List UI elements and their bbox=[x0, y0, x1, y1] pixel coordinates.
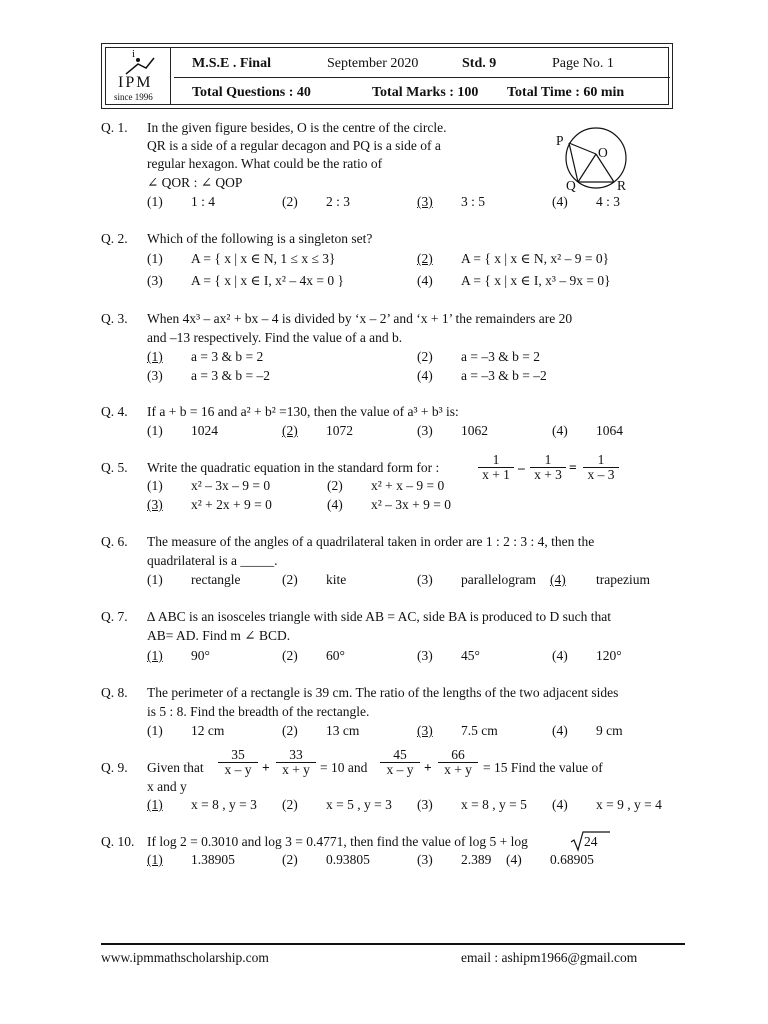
option-text: A = { x | x ∈ N, 1 ≤ x ≤ 3} bbox=[191, 251, 336, 266]
option-number: (3) bbox=[417, 572, 433, 587]
page-number: Page No. 1 bbox=[552, 56, 614, 71]
logo-figure-icon bbox=[122, 54, 156, 76]
total-questions: Total Questions : 40 bbox=[192, 85, 311, 100]
option-number: (3) bbox=[417, 648, 433, 663]
option-number: (4) bbox=[417, 273, 433, 288]
option-number: (4) bbox=[417, 368, 433, 383]
question-text: and –13 respectively. Find the value of a and b. bbox=[147, 330, 403, 345]
question-text: If log 2 = 0.3010 and log 3 = 0.4771, then find the value of log 5 + log bbox=[147, 834, 528, 849]
option-number: (1) bbox=[147, 194, 163, 209]
numerator: 1 bbox=[530, 453, 566, 468]
question-text: ∠ QOR : ∠ QOP bbox=[147, 175, 243, 190]
option-text: 3 : 5 bbox=[461, 194, 486, 209]
option-text: 1024 bbox=[191, 423, 218, 438]
option-text: 1064 bbox=[596, 423, 623, 438]
option-text: 60° bbox=[326, 648, 345, 663]
footer-email-link[interactable]: email : ashipm1966@gmail.com bbox=[461, 950, 638, 965]
option-text: 1072 bbox=[326, 423, 353, 438]
numerator: 66 bbox=[438, 748, 478, 763]
operator: + bbox=[424, 760, 432, 775]
operator: = bbox=[569, 460, 577, 475]
option-number-marked: (2) bbox=[417, 251, 433, 266]
option-text: x = 9 , y = 4 bbox=[596, 797, 662, 812]
option-text: x² – 3x – 9 = 0 bbox=[191, 478, 271, 493]
option-text: x = 8 , y = 3 bbox=[191, 797, 257, 812]
option-number: (1) bbox=[147, 423, 163, 438]
option-number-marked: (2) bbox=[282, 423, 298, 438]
question-number: Q. 7. bbox=[101, 609, 128, 624]
question-number: Q. 3. bbox=[101, 311, 128, 326]
total-time: Total Time : 60 min bbox=[507, 85, 625, 100]
denominator: x + y bbox=[282, 762, 310, 777]
exam-title: M.S.E . Final bbox=[192, 56, 271, 71]
logo-mark: i bbox=[132, 48, 136, 60]
header-inner-border bbox=[105, 47, 669, 105]
option-number: (2) bbox=[282, 852, 298, 867]
option-number: (1) bbox=[147, 251, 163, 266]
figure-label-r: R bbox=[617, 178, 627, 193]
denominator: x – y bbox=[224, 762, 252, 777]
option-text: 0.68905 bbox=[550, 852, 594, 867]
option-number: (4) bbox=[327, 497, 343, 512]
question-text: In the given figure besides, O is the centre of the circle. bbox=[147, 120, 447, 135]
option-text: 12 cm bbox=[191, 723, 225, 738]
footer-rule bbox=[101, 943, 685, 945]
question-text: Which of the following is a singleton set? bbox=[147, 231, 373, 246]
question-number: Q. 1. bbox=[101, 120, 128, 135]
fraction bbox=[530, 453, 566, 482]
numerator: 33 bbox=[276, 748, 316, 763]
option-number: (4) bbox=[552, 648, 568, 663]
option-text: x² – 3x + 9 = 0 bbox=[371, 497, 452, 512]
numerator: 35 bbox=[218, 748, 258, 763]
radicand: 24 bbox=[584, 834, 598, 849]
option-text: 90° bbox=[191, 648, 210, 663]
option-text: rectangle bbox=[191, 572, 241, 587]
fraction bbox=[438, 748, 478, 777]
figure-label-o: O bbox=[598, 145, 608, 160]
option-number: (4) bbox=[552, 797, 568, 812]
option-number: (3) bbox=[147, 273, 163, 288]
question-text: Write the quadratic equation in the standard form for : bbox=[147, 460, 440, 475]
option-text: A = { x | x ∈ N, x² – 9 = 0} bbox=[461, 251, 610, 266]
question-text: regular hexagon. What could be the ratio of bbox=[147, 156, 383, 171]
fraction bbox=[276, 748, 316, 777]
question-number: Q. 4. bbox=[101, 404, 128, 419]
option-number-marked: (1) bbox=[147, 797, 163, 812]
question-number: Q. 8. bbox=[101, 685, 128, 700]
option-text: 9 cm bbox=[596, 723, 623, 738]
question-text: x and y bbox=[147, 779, 187, 794]
footer-website-link[interactable]: www.ipmmathscholarship.com bbox=[101, 950, 269, 965]
option-number: (1) bbox=[147, 572, 163, 587]
option-number: (3) bbox=[147, 368, 163, 383]
question-number: Q. 6. bbox=[101, 534, 128, 549]
question-text: QR is a side of a regular decagon and PQ is a side of a bbox=[147, 138, 441, 153]
option-text: 45° bbox=[461, 648, 480, 663]
option-text: 13 cm bbox=[326, 723, 360, 738]
header-divider-vertical bbox=[170, 48, 171, 104]
logo-since: since 1996 bbox=[114, 92, 153, 102]
question-text: The perimeter of a rectangle is 39 cm. The ratio of the lengths of the two adjacent sides bbox=[147, 685, 619, 700]
option-text: 0.93805 bbox=[326, 852, 370, 867]
option-text: 2 : 3 bbox=[326, 194, 351, 209]
logo-text: IPM bbox=[118, 74, 153, 91]
option-text: 4 : 3 bbox=[596, 194, 621, 209]
option-text: 7.5 cm bbox=[461, 723, 498, 738]
exam-date: September 2020 bbox=[327, 56, 419, 71]
option-text: 1062 bbox=[461, 423, 488, 438]
question-number: Q. 2. bbox=[101, 231, 128, 246]
option-number: (2) bbox=[282, 648, 298, 663]
option-number: (2) bbox=[417, 349, 433, 364]
question-text: Given that bbox=[147, 760, 204, 775]
header-box bbox=[101, 43, 673, 109]
option-number: (2) bbox=[282, 194, 298, 209]
option-text: x = 5 , y = 3 bbox=[326, 797, 392, 812]
denominator: x – 3 bbox=[587, 467, 615, 482]
option-text: kite bbox=[326, 572, 347, 587]
option-number: (4) bbox=[552, 423, 568, 438]
question-number: Q. 10. bbox=[101, 834, 135, 849]
fraction bbox=[583, 453, 619, 482]
option-text: 1 : 4 bbox=[191, 194, 216, 209]
fraction bbox=[380, 748, 420, 777]
equation-text: = 10 and bbox=[320, 760, 368, 775]
question-text: If a + b = 16 and a² + b² =130, then the value of a³ + b³ is: bbox=[147, 404, 459, 419]
numerator: 1 bbox=[478, 453, 514, 468]
option-text: a = –3 & b = 2 bbox=[461, 349, 540, 364]
option-number-marked: (1) bbox=[147, 648, 163, 663]
option-text: a = –3 & b = –2 bbox=[461, 368, 547, 383]
question-text: AB= AD. Find m ∠ BCD. bbox=[147, 628, 291, 643]
exam-std: Std. 9 bbox=[462, 56, 497, 71]
option-number: (3) bbox=[417, 423, 433, 438]
option-text: x = 8 , y = 5 bbox=[461, 797, 527, 812]
question-text: ∆ ABC is an isosceles triangle with side AB = AC, side BA is produced to D such that bbox=[147, 609, 611, 624]
total-marks: Total Marks : 100 bbox=[372, 85, 479, 100]
option-number: (4) bbox=[552, 194, 568, 209]
fraction bbox=[478, 453, 514, 482]
question-number: Q. 9. bbox=[101, 760, 128, 775]
option-text: A = { x | x ∈ I, x³ – 9x = 0} bbox=[461, 273, 611, 288]
option-number-marked: (3) bbox=[417, 723, 433, 738]
option-number-marked: (3) bbox=[147, 497, 163, 512]
option-number: (2) bbox=[282, 572, 298, 587]
option-text: x² + 2x + 9 = 0 bbox=[191, 497, 272, 512]
option-text: parallelogram bbox=[461, 572, 536, 587]
numerator: 1 bbox=[583, 453, 619, 468]
denominator: x – y bbox=[386, 762, 414, 777]
option-number: (1) bbox=[147, 723, 163, 738]
option-number: (2) bbox=[282, 797, 298, 812]
option-number: (3) bbox=[417, 852, 433, 867]
option-number-marked: (1) bbox=[147, 852, 163, 867]
operator: – bbox=[518, 460, 525, 475]
question-text: quadrilateral is a _____. bbox=[147, 553, 278, 568]
option-number: (3) bbox=[417, 797, 433, 812]
denominator: x + 3 bbox=[534, 467, 562, 482]
question-text: When 4x³ – ax² + bx – 4 is divided by ‘x – 2’ and ‘x + 1’ the remainders are 20 bbox=[147, 311, 573, 326]
figure-label-p: P bbox=[556, 133, 564, 148]
option-number-marked: (1) bbox=[147, 349, 163, 364]
denominator: x + 1 bbox=[482, 467, 510, 482]
option-text: a = 3 & b = –2 bbox=[191, 368, 270, 383]
option-number: (4) bbox=[552, 723, 568, 738]
option-number: (1) bbox=[147, 478, 163, 493]
option-text: 2.389 bbox=[461, 852, 492, 867]
denominator: x + y bbox=[444, 762, 472, 777]
question-text: The measure of the angles of a quadrilateral taken in order are 1 : 2 : 3 : 4, then the bbox=[147, 534, 595, 549]
figure-label-q: Q bbox=[566, 178, 576, 193]
operator: + bbox=[262, 760, 270, 775]
option-text: A = { x | x ∈ I, x² – 4x = 0 } bbox=[191, 273, 344, 288]
header-divider-horizontal bbox=[174, 77, 670, 78]
option-number: (4) bbox=[506, 852, 522, 867]
option-text: 120° bbox=[596, 648, 622, 663]
option-number-marked: (3) bbox=[417, 194, 433, 209]
equation-text: = 15 Find the value of bbox=[483, 760, 603, 775]
option-number-marked: (4) bbox=[550, 572, 566, 587]
question-number: Q. 5. bbox=[101, 460, 128, 475]
numerator: 45 bbox=[380, 748, 420, 763]
option-text: trapezium bbox=[596, 572, 650, 587]
question-text: is 5 : 8. Find the breadth of the rectangle. bbox=[147, 704, 370, 719]
fraction bbox=[218, 748, 258, 777]
option-text: 1.38905 bbox=[191, 852, 235, 867]
option-number: (2) bbox=[282, 723, 298, 738]
option-text: a = 3 & b = 2 bbox=[191, 349, 264, 364]
option-text: x² + x – 9 = 0 bbox=[371, 478, 445, 493]
option-number: (2) bbox=[327, 478, 343, 493]
